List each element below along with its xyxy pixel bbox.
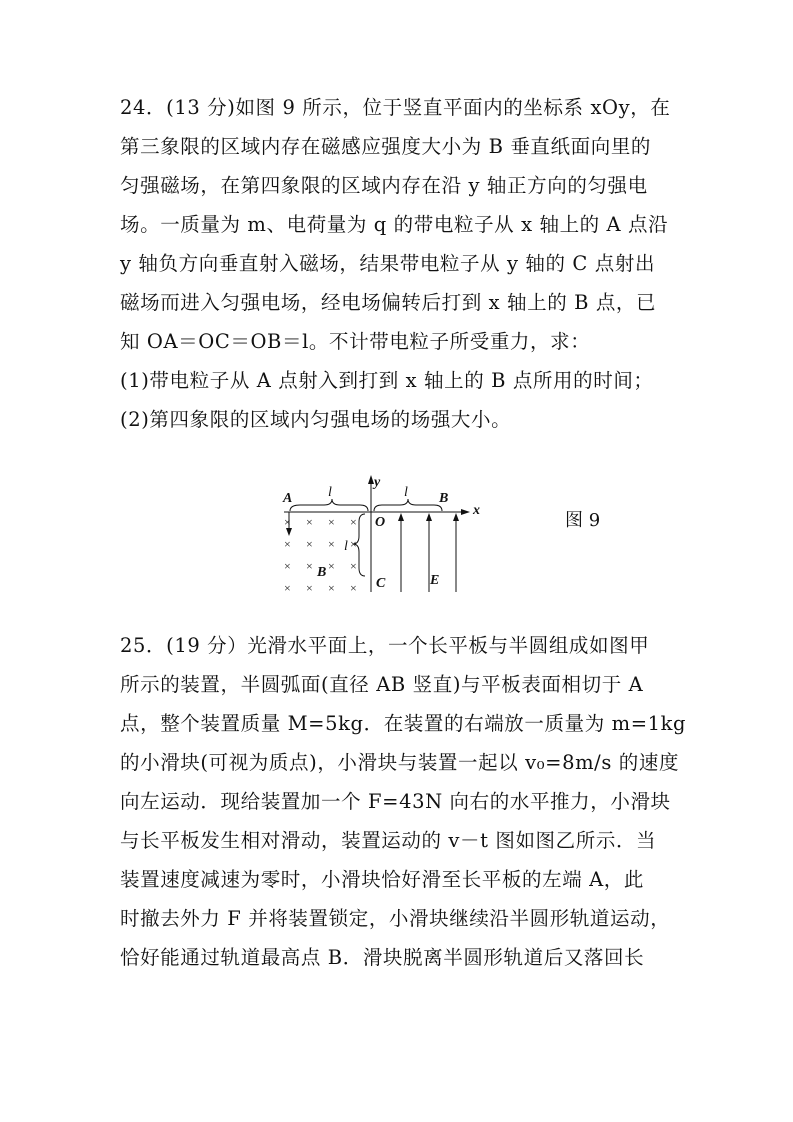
cross: × <box>306 581 313 595</box>
q24-line-8: (1)带电粒子从 A 点射入到打到 x 轴上的 B 点所用的时间； <box>120 369 654 392</box>
cross: × <box>328 559 335 573</box>
cross: × <box>328 515 335 529</box>
q24-line-2: 第三象限的区域内存在磁感应强度大小为 B 垂直纸面向里的 <box>120 135 652 158</box>
cross: × <box>306 515 313 529</box>
q24-line-6: 磁场而进入匀强电场，经电场偏转后打到 x 轴上的 B 点，已 <box>120 291 657 314</box>
label-b-field: B <box>317 565 327 580</box>
brace-ob <box>374 499 442 511</box>
e-field-arrow-2 <box>426 513 432 521</box>
q25-line-3: 点，整个装置质量 M=5kg．在装置的右端放一质量为 m=1kg <box>120 712 687 735</box>
cross: × <box>284 581 291 595</box>
label-y: y <box>374 475 381 490</box>
q24-line-4: 场。一质量为 m、电荷量为 q 的带电粒子从 x 轴上的 A 点沿 <box>120 213 669 236</box>
q24-line-3: 匀强磁场，在第四象限的区域内存在沿 y 轴正方向的匀强电 <box>120 174 648 197</box>
q24-line-5: y 轴负方向垂直射入磁场，结果带电粒子从 y 轴的 C 点射出 <box>120 252 656 275</box>
cross: × <box>350 581 357 595</box>
q25-line-1: 25．(19 分）光滑水平面上，一个长平板与半圆组成如图甲 <box>120 634 650 657</box>
cross: × <box>328 537 335 551</box>
q25-line-8: 时撤去外力 F 并将装置锁定，小滑块继续沿半圆形轨道运动， <box>120 907 671 930</box>
figure-9-caption: 图 9 <box>565 510 601 531</box>
cross: × <box>284 559 291 573</box>
cross: × <box>350 537 357 551</box>
cross: × <box>284 515 291 529</box>
q25-line-7: 装置速度减速为零时，小滑块恰好滑至长平板的左端 A，此 <box>120 868 644 891</box>
label-l-left: l <box>328 485 332 500</box>
q24-line-1: 24．(13 分)如图 9 所示，位于竖直平面内的坐标系 xOy，在 <box>120 96 671 119</box>
q24-line-7: 知 OA＝OC＝OB＝l。不计带电粒子所受重力，求： <box>120 330 591 353</box>
figure-9-diagram <box>276 474 506 600</box>
cross: × <box>306 559 313 573</box>
cross: × <box>284 537 291 551</box>
cross: × <box>306 537 313 551</box>
q24-line-9: (2)第四象限的区域内匀强电场的场强大小。 <box>120 408 512 431</box>
label-x: x <box>473 503 480 518</box>
label-o: O <box>375 515 386 530</box>
label-c: C <box>376 576 386 591</box>
label-b-point: B <box>439 491 449 506</box>
particle-arrow-down <box>286 528 292 536</box>
cross: × <box>350 559 357 573</box>
x-axis-arrow <box>461 509 470 515</box>
q25-line-9: 恰好能通过轨道最高点 B．滑块脱离半圆形轨道后又落回长 <box>120 946 645 969</box>
q25-line-5: 向左运动．现给装置加一个 F=43N 向右的水平推力，小滑块 <box>120 790 671 813</box>
label-l-right: l <box>404 485 408 500</box>
cross: × <box>328 581 335 595</box>
label-e: E <box>430 573 440 588</box>
q25-line-6: 与长平板发生相对滑动，装置运动的 v－t 图如图乙所示．当 <box>120 829 657 852</box>
magnetic-field-crosses <box>284 515 357 595</box>
label-a: A <box>283 491 293 506</box>
cross: × <box>350 515 357 529</box>
e-field-arrow-1 <box>398 513 404 521</box>
label-l-vertical: l <box>344 539 348 554</box>
q25-line-4: 的小滑块(可视为质点)，小滑块与装置一起以 v₀=8m/s 的速度 <box>120 751 680 774</box>
q25-line-2: 所示的装置，半圆弧面(直径 AB 竖直)与平板表面相切于 A <box>120 673 644 696</box>
brace-oa <box>290 499 368 511</box>
e-field-arrow-3 <box>453 513 459 521</box>
